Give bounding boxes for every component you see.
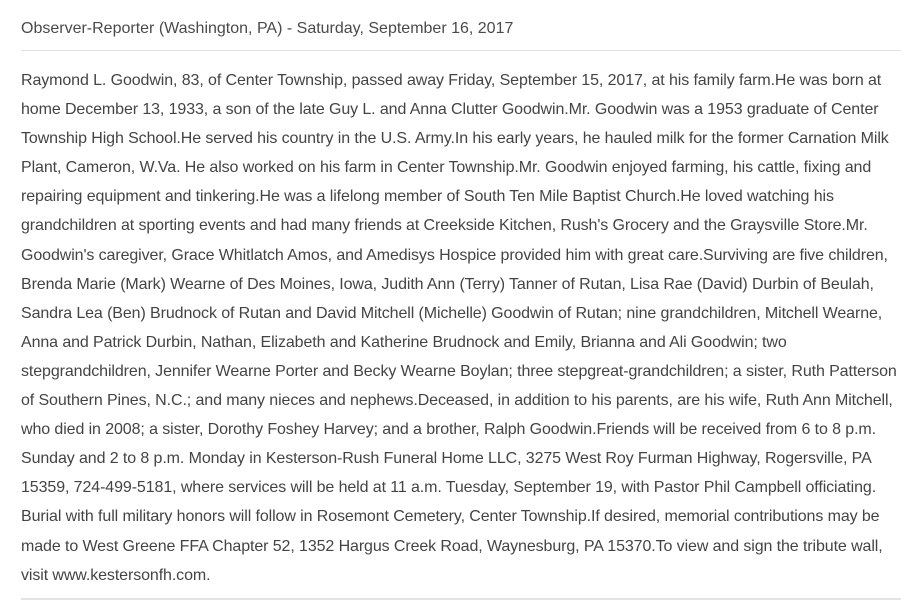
obituary-container <box>21 0 901 600</box>
publication-source-line: Observer-Reporter (Washington, PA) - Saturday, September 16, 2017 <box>21 0 901 51</box>
obituary-text: Raymond L. Goodwin, 83, of Center Township, passed away Friday, September 15, 2017, at his family farm.He was born at home December 13, 1933, a son of the late Guy L. and Anna Clutter Goodwin.Mr. Goodwin was a 1953 graduate of Center Township High School.He served his country in the U.S. Army.In his early years, he hauled milk for the former Carnation Milk Plant, Cameron, W.Va. He also worked on his farm in Center Township.Mr. Goodwin enjoyed farming, his cattle, fixing and repairing equipment and tinkering.He was a lifelong member of South Ten Mile Baptist Church.He loved watching his grandchildren at sporting events and had many friends at Creekside Kitchen, Rush's Grocery and the Graysville Store.Mr. Goodwin's caregiver, Grace Whitlatch Amos, and Amedisys Hospice provided him with great care.Surviving are five children, Brenda Marie (Mark) Wearne of Des Moines, Iowa, Judith Ann (Terry) Tanner of Rutan, Lisa Rae (David) Durbin of Beulah, Sandra Lea (Ben) Brudnock of Rutan and David Mitchell (Michelle) Goodwin of Rutan; nine grandchildren, Mitchell Wearne, Anna and Patrick Durbin, Nathan, Elizabeth and Katherine Brudnock and Emily, Brianna and Ali Goodwin; two stepgrandchildren, Jennifer Wearne Porter and Becky Wearne Boylan; three stepgreat-grandchildren; a sister, Ruth Patterson of Southern Pines, N.C.; and many nieces and nephews.Deceased, in addition to his parents, are his wife, Ruth Ann Mitchell, who died in 2008; a sister, Dorothy Foshey Harvey; and a brother, Ralph Goodwin.Friends will be received from 6 to 8 p.m. Sunday and 2 to 8 p.m. Monday in Kesterson-Rush Funeral Home LLC, 3275 West Roy Furman Highway, Rogersville, PA 15359, 724-499-5181, where services will be held at 11 a.m. Tuesday, September 19, with Pastor Phil Campbell officiating. Burial with full military honors will follow in Rosemont Cemetery, Center Township.If desired, memorial contributions may be made to West Greene FFA Chapter 52, 1352 Hargus Creek Road, Waynesburg, PA 15370.To view and sign the tribute wall, visit www.kestersonfh.com. <box>21 51 901 600</box>
